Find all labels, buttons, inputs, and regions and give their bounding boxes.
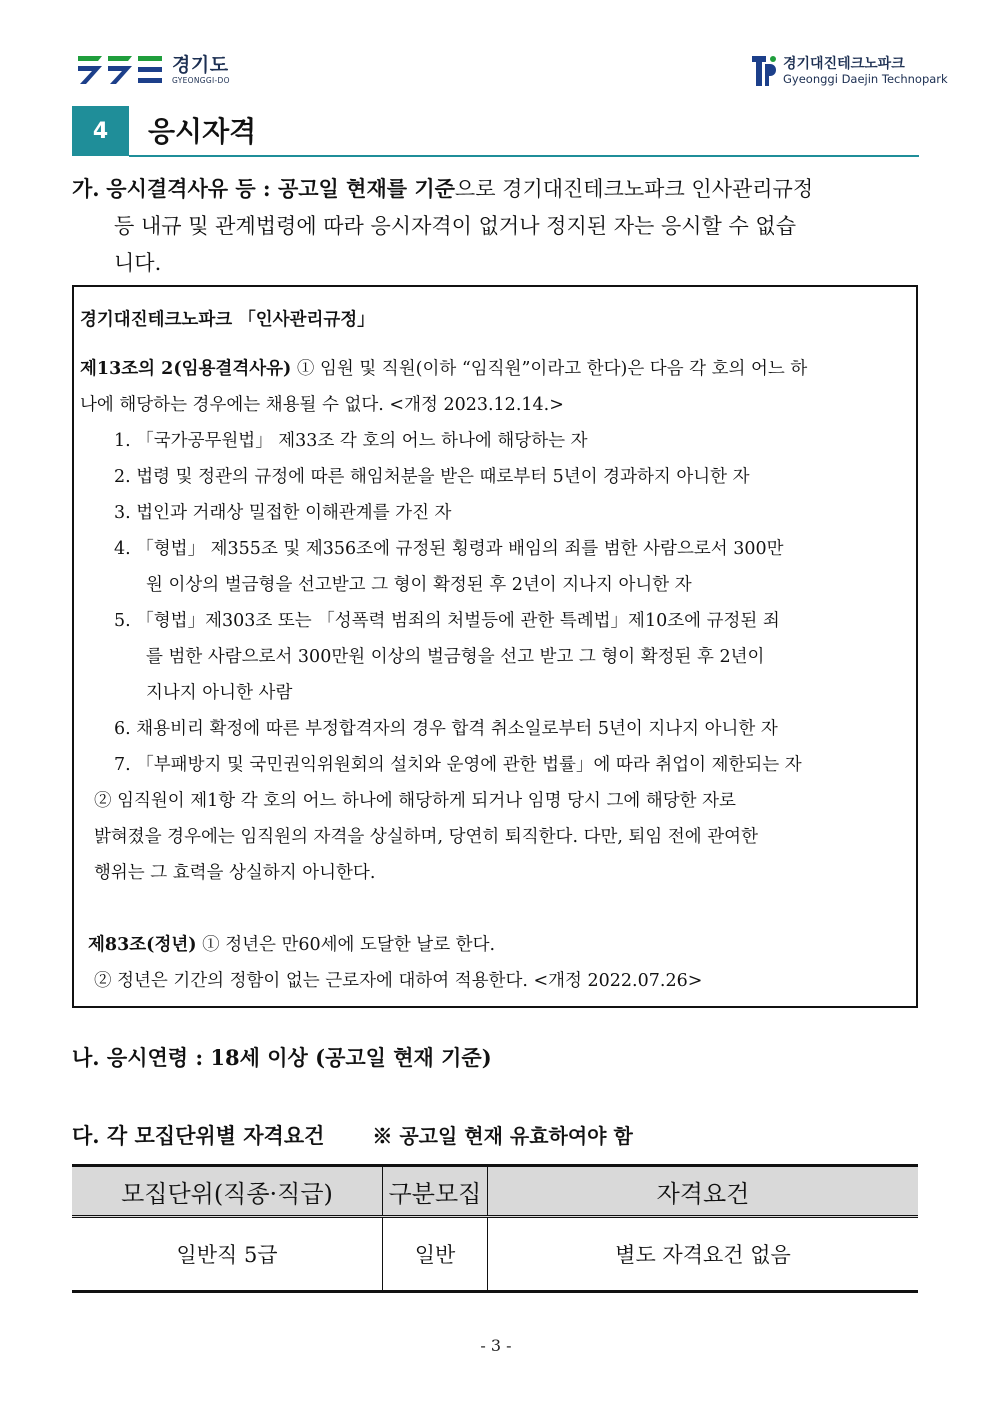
art13-heading: 제13조의 2(임용결격사유) xyxy=(80,359,292,379)
art13-item-3: 3. 법인과 거래상 밀접한 이해관계를 가진 자 xyxy=(114,503,452,523)
section-title: 응시자격 xyxy=(148,115,257,148)
technopark-logo-mark-icon xyxy=(752,54,778,88)
item-ga xyxy=(72,170,920,282)
column-header-unit: 모집단위(직종·직급) xyxy=(72,1166,383,1217)
art13-item-6: 6. 채용비리 확정에 따른 부정합격자의 경우 합격 취소일로부터 5년이 지나지 아니한 자 xyxy=(114,719,778,739)
art13-item-5: 5. 「형법」제303조 또는 「성폭력 범죄의 처벌등에 관한 특례법」제10조에 규정된 죄 xyxy=(114,611,780,631)
art13-text-1: ① 임원 및 직원(이하 “임직원”이라고 한다)은 다음 각 호의 어느 하 xyxy=(296,359,808,379)
cell-requirements: 별도 자격요건 없음 xyxy=(488,1217,919,1292)
cell-unit: 일반직 5급 xyxy=(72,1217,383,1292)
technopark-logo-name: 경기대진테크노파크 xyxy=(783,55,905,72)
gyeonggi-logo xyxy=(78,50,230,90)
item-ga-text-1: 으로 경기대진테크노파크 인사관리규정 xyxy=(454,177,814,201)
item-da-note: ※ 공고일 현재 유효하여야 함 xyxy=(372,1124,633,1148)
requirements-table xyxy=(72,1164,918,1293)
art13-item-5-cont-2: 지나지 아니한 사람 xyxy=(146,683,293,703)
table-header-row xyxy=(72,1166,918,1217)
item-da-heading: 다. 각 모집단위별 자격요건 xyxy=(72,1123,325,1148)
art13-item-1: 1. 「국가공무원법」 제33조 각 호의 어느 하나에 해당하는 자 xyxy=(114,431,588,451)
technopark-logo xyxy=(752,54,948,88)
art13-item-2: 2. 법령 및 정관의 규정에 따른 해임처분을 받은 때로부터 5년이 경과하지 아니한 자 xyxy=(114,467,750,487)
item-ga-line-1 xyxy=(72,170,920,208)
art13-item-4-cont: 원 이상의 벌금형을 선고받고 그 형이 확정된 후 2년이 지나지 아니한 자 xyxy=(146,575,692,595)
item-ga-lead: 응시결격사유 등 : 공고일 현재를 기준 xyxy=(106,176,455,201)
column-header-type: 구분모집 xyxy=(383,1166,488,1217)
regulation-box xyxy=(72,285,918,1008)
art13-para2-line-2: 밝혀졌을 경우에는 임직원의 자격을 상실하며, 당연히 퇴직한다. 다만, 퇴임 전에 관여한 xyxy=(94,827,758,847)
page-number: - 3 - xyxy=(480,1336,512,1355)
art13-line-2: 나에 해당하는 경우에는 채용될 수 없다. <개정 2023.12.14.> xyxy=(80,395,564,415)
art83-line-1 xyxy=(88,927,495,963)
art83-line-2: ② 정년은 기간의 정함이 없는 근로자에 대하여 적용한다. <개정 2022.07.26> xyxy=(94,971,703,991)
art13-item-5-cont-1: 를 범한 사람으로서 300만원 이상의 벌금형을 선고 받고 그 형이 확정된 후 2년이 xyxy=(146,647,765,667)
cell-type: 일반 xyxy=(383,1217,488,1292)
column-header-requirements: 자격요건 xyxy=(488,1166,919,1217)
technopark-logo-name-en: Gyeonggi Daejin Technopark xyxy=(783,71,948,86)
gyeonggi-logo-mark-icon xyxy=(78,52,164,88)
art13-item-4: 4. 「형법」 제355조 및 제356조에 규정된 횡령과 배임의 죄를 범한 사람으로서 300만 xyxy=(114,539,784,559)
art13-line-1 xyxy=(80,351,918,387)
gyeonggi-logo-name: 경기도 xyxy=(172,53,229,76)
table-row xyxy=(72,1217,918,1292)
art13-para2-line-3: 행위는 그 효력을 상실하지 아니한다. xyxy=(94,863,376,883)
item-ga-line-3: 니다. xyxy=(114,251,162,275)
item-na: 나. 응시연령 : 18세 이상 (공고일 현재 기준) xyxy=(72,1045,492,1070)
art83-heading: 제83조(정년) xyxy=(88,935,197,955)
item-da xyxy=(72,1120,633,1150)
art13-para2-line-1: ② 임직원이 제1항 각 호의 어느 하나에 해당하게 되거나 임명 당시 그에 해당한 자로 xyxy=(94,791,736,811)
art13-item-7: 7. 「부패방지 및 국민권익위원회의 설치와 운영에 관한 법률」에 따라 취업이 제한되는 자 xyxy=(114,755,802,775)
art83-text-1: ① 정년은 만60세에 도달한 날로 한다. xyxy=(202,935,496,955)
section-divider xyxy=(129,155,919,157)
gyeonggi-logo-name-en: GYEONGGI-DO xyxy=(172,75,230,85)
section-number: 4 xyxy=(72,106,129,156)
item-ga-line-2: 등 내규 및 관계법령에 따라 응시자격이 없거나 정지된 자는 응시할 수 없습 xyxy=(114,214,797,238)
regulation-title: 경기대진테크노파크 「인사관리규정」 xyxy=(80,310,375,330)
item-ga-label: 가. xyxy=(72,176,100,201)
